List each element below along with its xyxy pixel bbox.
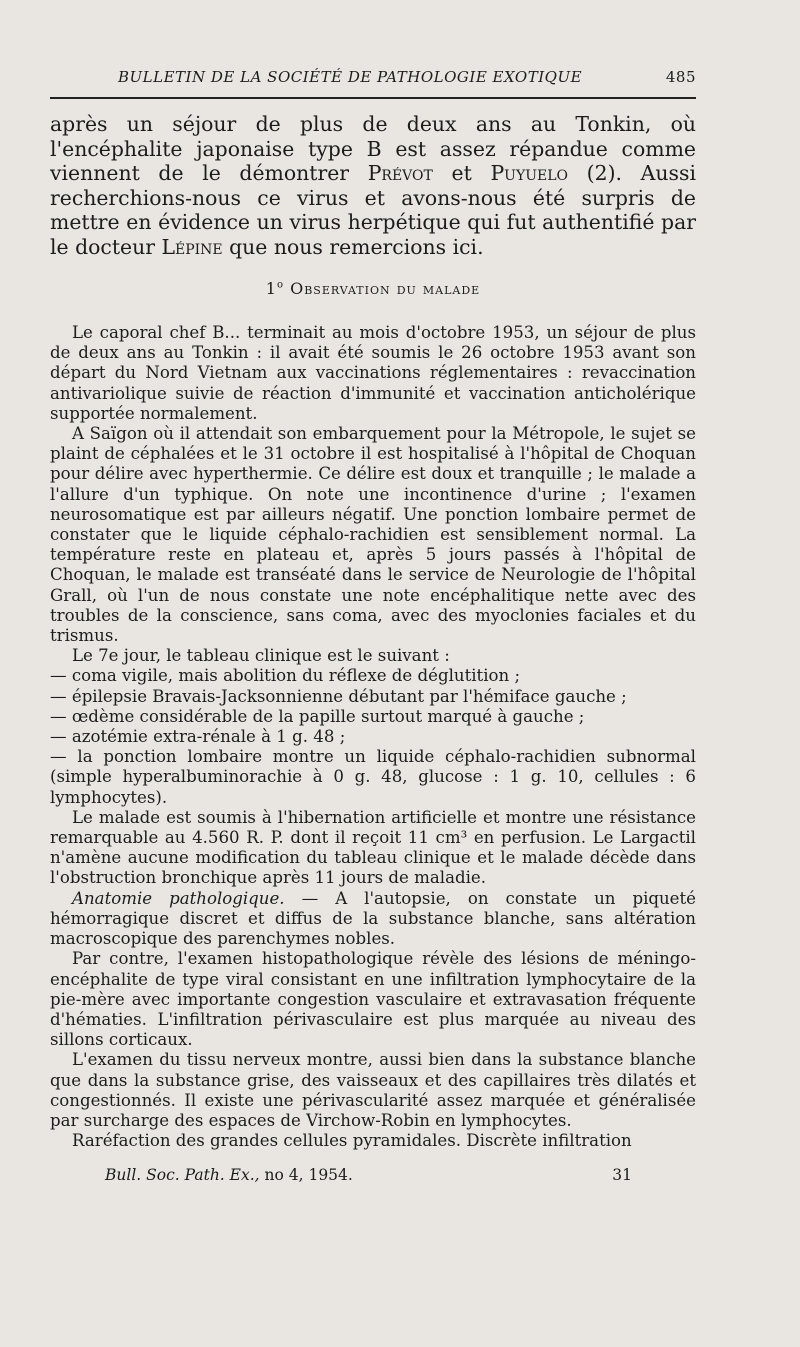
running-header (50, 66, 696, 92)
paragraph: A Saïgon où il attendait son embarquement pour la Métropole, le sujet se plaint de céphalées et le 31 octobre il est hospitalisé à l'hôpital de Choquan pour délire avec hyperthermie. Ce délire est doux et tranquille ; le malade a l'allure d'un typhique. On note une incontinence d'urine ; l'examen neurosomatique est par ailleurs négatif. Une ponction lombaire permet de constater que le liquide céphalo-rachidien est sensiblement normal. La température reste en plateau et, après 5 jours passés à l'hôpital de Choquan, le malade est transéaté dans le service de Neurologie de l'hôpital Grall, où l'un de nous constate une note encéphalitique nette avec des troubles de la conscience, sans coma, avec des myoclonies faciales et du trismus. (50, 424, 696, 646)
article-body (50, 323, 696, 1151)
citation (105, 1166, 353, 1184)
anatomy-lead: Anatomie pathologique. (72, 888, 285, 908)
intro-text: après un séjour de plus de deux ans au Tonkin, où l'encéphalite japonaise type B est assez répandue comme viennent de le démontrer (50, 112, 696, 186)
section-heading (50, 279, 696, 298)
author-name: Prévot (367, 161, 433, 186)
journal-title: BULLETIN DE LA SOCIÉTÉ DE PATHOLOGIE EXOTIQUE (118, 68, 583, 86)
citation-issue: no 4, 1954. (259, 1166, 353, 1184)
paragraph: Par contre, l'examen histopathologique révèle des lésions de méningo-encéphalite de type viral consistant en une infiltration lymphocytaire de la pie-mère avec importante congestion vasculaire et extravasation fréquente d'hématies. L'infiltration périvasculaire est plus marquée au niveau des sillons corticaux. (50, 949, 696, 1050)
intro-text: que nous remercions ici. (222, 234, 484, 259)
citation-journal: Bull. Soc. Path. Ex., (105, 1166, 260, 1184)
anatomy-text: — A l'autopsie, on constate un piqueté hémorragique discret et diffus de la substance blanche, sans altération macroscopique des parenchymes nobles. (50, 888, 696, 949)
intro-text: et (432, 161, 491, 186)
paragraph: Le malade est soumis à l'hibernation artificielle et montre une résistance remarquable au 4.560 R. P. dont il reçoit 11 cm³ en perfusion. Le Largactil n'amène aucune modification du tableau clinique et le malade décède dans l'obstruction bronchique après 11 jours de maladie. (50, 807, 696, 888)
intro-paragraph (50, 112, 696, 260)
header-rule (50, 97, 696, 99)
page-footer (50, 1166, 696, 1192)
section-title: Observation du malade (290, 279, 481, 298)
section-number: 1 (265, 279, 277, 298)
list-item: — épilepsie Bravais-Jacksonnienne débutant par l'hémiface gauche ; (50, 686, 627, 706)
list-item: — la ponction lombaire montre un liquide céphalo-rachidien subnormal (simple hyperalbuminorachie à 0 g. 48, glucose : 1 g. 10, cellules : 6 lymphocytes). (50, 747, 696, 807)
section-number-sup: o (276, 279, 285, 291)
page-number: 485 (665, 68, 696, 86)
list-item: — coma vigile, mais abolition du réflexe de déglutition ; (50, 666, 521, 686)
intro-text: (2). Aussi recherchions-nous ce virus et avons-nous été surpris de mettre en évidence un virus herpétique qui fut authentifié par le docteur (50, 161, 696, 259)
paragraph: Le caporal chef B... terminait au mois d'octobre 1953, un séjour de plus de deux ans au Tonkin : il avait été soumis le 26 octobre 1953 avant son départ du Nord Vietnam aux vaccinations réglementaires : revaccination antivariolique suivie de réaction d'immunité et vaccination anticholérique supportée normalement. (50, 323, 696, 423)
paragraph: L'examen du tissu nerveux montre, aussi bien dans la substance blanche que dans la substance grise, des vaisseaux et des capillaires très dilatés et congestionnés. Il existe une périvascularité assez marquée et généralisée par surcharge des espaces de Virchow-Robin en lymphocytes. (50, 1050, 696, 1130)
author-name: Lépine (161, 234, 223, 259)
paragraph: Raréfaction des grandes cellules pyramidales. Discrète infiltration (72, 1131, 632, 1151)
anatomy-paragraph (50, 889, 696, 950)
signature-number: 31 (612, 1166, 632, 1184)
author-name: Puyuelo (490, 161, 569, 186)
list-item: — azotémie extra-rénale à 1 g. 48 ; (50, 727, 346, 747)
list-item: — œdème considérable de la papille surtout marqué à gauche ; (50, 706, 585, 726)
paragraph: Le 7e jour, le tableau clinique est le suivant : (72, 646, 450, 666)
